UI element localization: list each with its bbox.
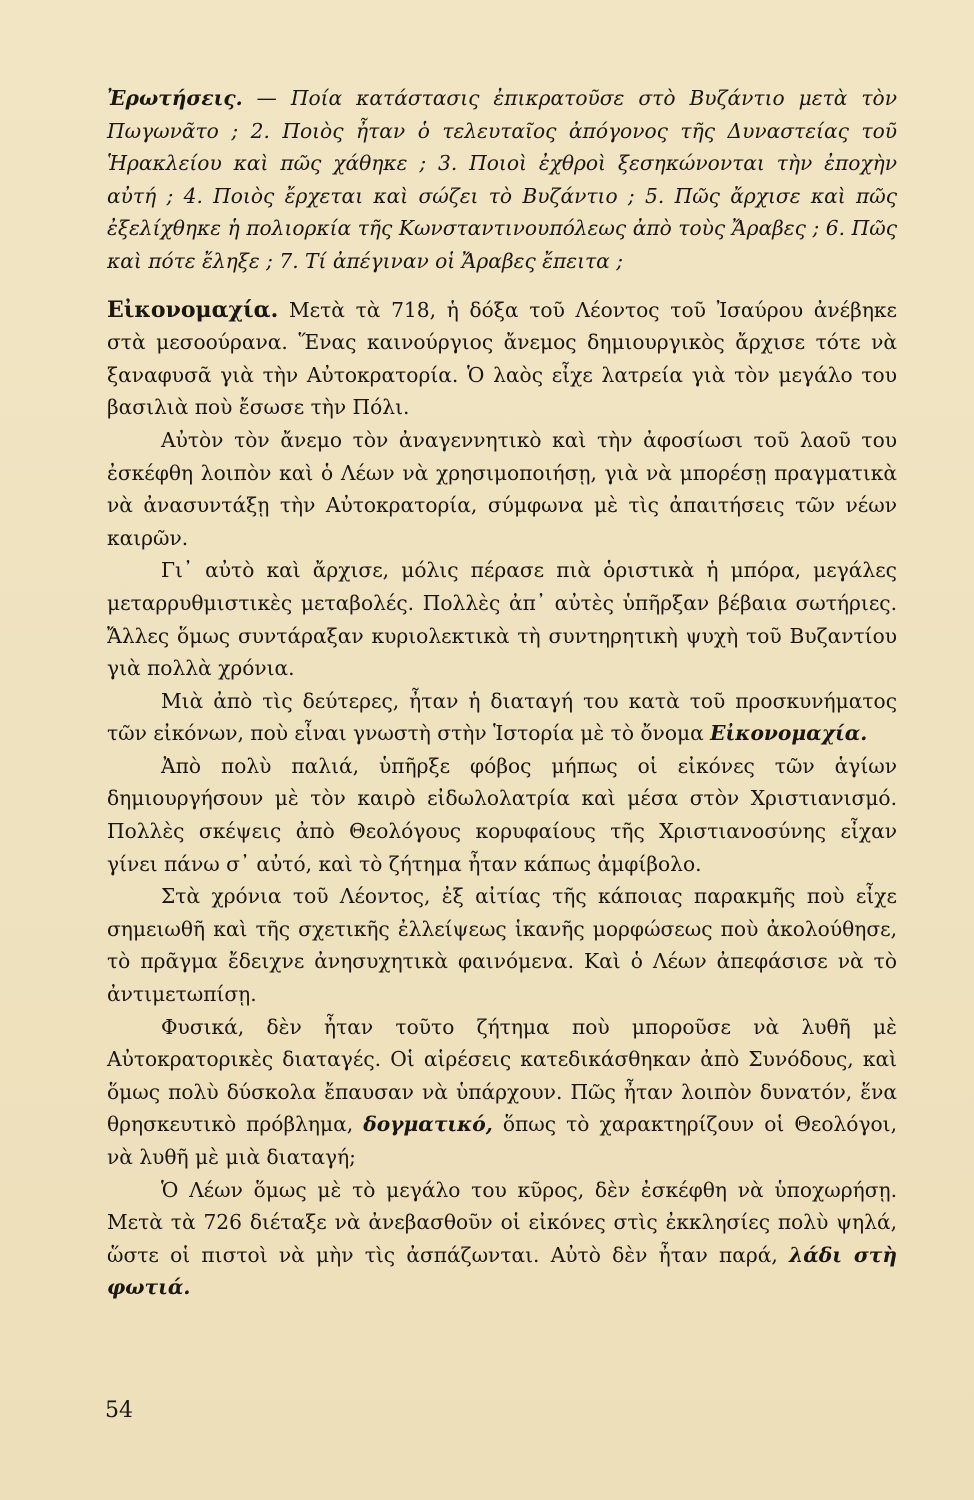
page-number: 54 xyxy=(105,1398,133,1423)
paragraph-2: Αὐτὸν τὸν ἄνεμο τὸν ἀναγεννητικὸ καὶ τὴν ἀφοσίωσι τοῦ λαοῦ του ἐσκέφθη λοιπὸν καὶ ὁ Λέων νὰ χρησιμοποιήσῃ, γιὰ νὰ μπορέσῃ πραγματικὰ νὰ ἀνασυντάξῃ τὴν Αὐτοκρατορία, σύμφωνα μὲ τὶς ἀπαιτήσεις τῶν νέων καιρῶν. xyxy=(107,427,897,550)
spacer xyxy=(107,278,897,294)
paragraph-1: Μετὰ τὰ 718, ἡ δόξα τοῦ Λέοντος τοῦ Ἰσαύρου ἀνέβηκε στὰ μεσοούρανα. Ἕνας καινούργιος ἄνεμος δημιουργικὸς ἄρχισε τότε νὰ ξαναφυσᾶ γιὰ τὴν Αὐτοκρατορία. Ὁ λαὸς εἶχε λατρεία γιὰ τὸν μεγάλο του βασιλιὰ ποὺ ἔσωσε τὴν Πόλι. xyxy=(107,297,897,420)
review-questions xyxy=(107,82,897,278)
term-iconoclasm: Εἰκονομαχία. xyxy=(710,721,868,746)
term-dogmatic: δογματικό, xyxy=(363,1112,493,1137)
questions-text: — Ποία κατάστασις ἐπικρατοῦσε στὸ Βυζάντιο μετὰ τὸν Πωγωνᾶτο ; 2. Ποιὸς ἦταν ὁ τελευταῖος ἀπόγονος τῆς Δυναστείας τοῦ Ἡρακλείου καὶ πῶς χάθηκε ; 3. Ποιοὶ ἐχθροὶ ξεσηκώνονται τὴν ἐποχὴν αὐτή ; 4. Ποιὸς ἔρχεται καὶ σώζει τὸ Βυζάντιο ; 5. Πῶς ἄρχισε καὶ πῶς ἐξελίχθηκε ἡ πολιορκία τῆς Κωνσταντινουπόλεως ἀπὸ τοὺς Ἄραβες ; 6. Πῶς καὶ πότε ἔληξε ; 7. Τί ἀπέγιναν οἱ Ἄραβες ἔπειτα ; xyxy=(107,86,897,273)
phrase-oil-on-fire: λάδι στὴ φωτιά. xyxy=(107,1242,897,1300)
paragraph-4-text: Μιὰ ἀπὸ τὶς δεύτερες, ἦταν ἡ διαταγή του κατὰ τοῦ προσκυνήματος τῶν εἰκόνων, ποὺ εἶναι γνωστὴ στὴν Ἱστορία μὲ τὸ ὄνομα xyxy=(107,688,897,746)
section-heading: Εἰκονομαχία. xyxy=(107,296,279,323)
paragraph-3: Γι᾿ αὐτὸ καὶ ἄρχισε, μόλις πέρασε πιὰ ὁριστικὰ ἡ μπόρα, μεγάλες μεταρρυθμιστικὲς μεταβολές. Πολλὲς ἀπ᾿ αὐτὲς ὑπῆρξαν βέβαια σωτήριες. Ἄλλες ὅμως συντάραξαν κυριολεκτικὰ τὴ συντηρητικὴ ψυχὴ τοῦ Βυζαντίου γιὰ πολλὰ χρόνια. xyxy=(107,558,897,681)
paragraph-5: Ἀπὸ πολὺ παλιά, ὑπῆρξε φόβος μήπως οἱ εἰκόνες τῶν ἁγίων δημιουργήσουν μὲ τὸν καιρὸ εἰδωλολατρία καὶ μέσα στὸν Χριστιανισμό. Πολλὲς σκέψεις ἀπὸ Θεολόγους κορυφαίους τῆς Χριστιανοσύνης εἶχαν γίνει πάνω σ᾿ αὐτό, καὶ τὸ ζήτημα ἦταν κάπως ἀμφίβολο. xyxy=(107,753,897,876)
paragraph-4 xyxy=(107,685,897,750)
section-intro-paragraph xyxy=(107,294,897,424)
page-text-body xyxy=(107,82,897,1304)
questions-label: Ἐρωτήσεις. xyxy=(107,86,243,110)
paragraph-8 xyxy=(107,1174,897,1304)
paragraph-6: Στὰ χρόνια τοῦ Λέοντος, ἐξ αἰτίας τῆς κάποιας παρακμῆς ποὺ εἶχε σημειωθῆ καὶ τῆς σχετικῆς ἐλλείψεως ἱκανῆς μορφώσεως ποὺ ἀκολούθησε, τὸ πρᾶγμα ἔδειχνε ἀνησυχητικὰ φαινόμενα. Καὶ ὁ Λέων ἀπεφάσισε νὰ τὸ ἀντιμετωπίσῃ. xyxy=(107,884,897,1007)
paragraph-7-text: Φυσικά, δὲν ἦταν τοῦτο ζήτημα ποὺ μποροῦσε νὰ λυθῆ μὲ Αὐτοκρατορικὲς διαταγές. Οἱ αἱρέσεις κατεδικάσθηκαν ἀπὸ Συνόδους, καὶ ὅμως πολὺ δύσκολα ἔπαυσαν νὰ ὑπάρχουν. Πῶς ἦταν λοιπὸν δυνατόν, ἕνα θρησκευτικὸ πρόβλημα, xyxy=(107,1014,897,1137)
paragraph-7 xyxy=(107,1011,897,1174)
paragraph-7-end: ὅπως τὸ χαρακτηρίζουν οἱ Θεολόγοι, νὰ λυθῆ μὲ μιὰ διαταγή; xyxy=(107,1112,898,1169)
paragraph-8-text: Ὁ Λέων ὅμως μὲ τὸ μεγάλο του κῦρος, δὲν ἐσκέφθη νὰ ὑποχωρήσῃ. Μετὰ τὰ 726 διέταξε νὰ ἀνεβασθοῦν οἱ εἰκόνες στὶς ἐκκλησίες πολὺ ψηλά, ὥστε οἱ πιστοὶ νὰ μὴν τὶς ἀσπάζωνται. Αὐτὸ δὲν ἦταν παρά, xyxy=(107,1177,897,1267)
